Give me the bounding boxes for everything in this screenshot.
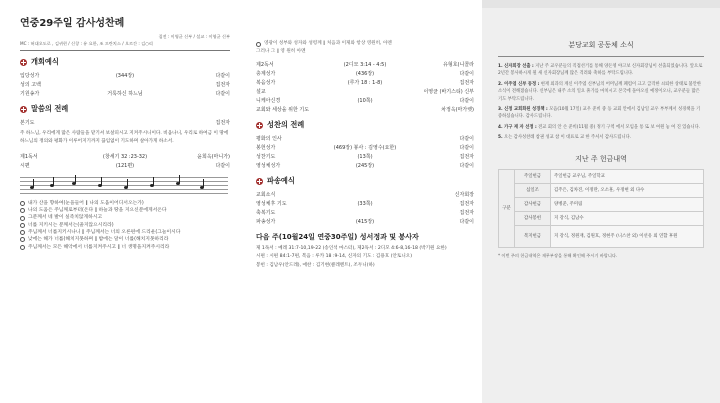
liturgy-row: 층계성가 (436장) 다같이: [256, 71, 474, 77]
liturgy-row: 설교 이영균 (바기스티) 신부: [256, 89, 474, 95]
notice-item: 4. 가구 재 자 선정 : 전교 회의 안 손 준비(11월 중) 정기 구역 에서 모임을 통 또 보 여원 놓 여 진 있습니다.: [498, 124, 701, 130]
liturgy-row: 성찬기도 (13쪽) 집전자: [256, 154, 474, 160]
group-cell: 구분: [499, 169, 515, 247]
list-item: 주님께서는 모든 해악에서 너를지켜주시고 ∥ 너 생명을지켜주시리라: [20, 244, 230, 251]
cross-icon: [256, 178, 263, 185]
circle-icon: [20, 245, 25, 250]
liturgy-row: 봉헌성가 (469장) 봉사 : 김영수(요한) 다같이: [256, 145, 474, 151]
next-week-lectionary: 제 1독서 : 예레 31:7-10,19-22 (송인석 마스터), 제2독서 : 2디모 4:6-8,16-18 (박기원 요한) 시편 : 시편 84:1-7편, 복음 : 루카 18 :9-14, 신자의 기도 : 김용호 (안토니오) 봉헌 : 김남우(안드레), 애찬 : 김기현(클레멘트), 조두니(하): [256, 246, 447, 268]
circle-icon: [20, 237, 25, 242]
liturgy-row: 파송성가 (415장) 다같이: [256, 219, 474, 225]
circle-icon: [20, 208, 25, 213]
top-bar: [482, 0, 720, 8]
circle-icon: [256, 42, 261, 47]
liturgy-row: 성의 고백 집전자: [20, 82, 230, 88]
circle-icon: [20, 201, 25, 206]
divider: [20, 50, 230, 51]
news-title: 분당교회 공동체 소식: [568, 41, 634, 49]
section-dismissal: [256, 176, 474, 186]
table-row: 감사헌금 양병준, 주미림: [499, 197, 704, 211]
ministers-line: MC : 허대오도로 , 김귀현 / 신창 : 유 요한, 조 프란치스 / 오르간 : 김○리: [20, 41, 153, 46]
offering-table: [498, 169, 704, 248]
middle-column: [242, 0, 482, 403]
psalm-lyrics: [20, 200, 230, 251]
cross-icon: [20, 106, 27, 113]
liturgy-row: 교회와 세상을 위한 기도 차정옥(마가렛): [256, 107, 474, 113]
liturgy-row: 기원송가 거룩하신 하느님 다같이: [20, 91, 230, 97]
divider: [498, 56, 704, 57]
liturgy-row: 니케아신경 (10쪽) 다같이: [256, 98, 474, 104]
liturgy-row: 제1독서 (창세기 32 :23-32) 윤희옥(마니가): [20, 153, 230, 160]
doxology-notes: [256, 40, 474, 56]
section-word: [20, 104, 230, 114]
section-heading: 파송예식: [267, 176, 295, 185]
table-row: 복지헌금 지 강식, 정원재, 김원호, 정현주 (니스찬 외) 이선유 외 연합 후원: [499, 225, 704, 247]
notice-item: 5. 오는 감사성찬례 참권 성교 참 이 대표로 교 한 주셔서 감사드립니다.: [498, 135, 632, 141]
list-item: 나의 도움은 주님께로부터(온다 ∥ 하늘과 땅을 지으신분에게서온다: [20, 207, 230, 214]
circle-icon: [20, 230, 25, 235]
list-item: 그러나 그 ∥ 영 원히 아멘: [256, 49, 306, 54]
circle-icon: [20, 216, 25, 221]
collect-prayer: 주 하느님, 우리에게 많은 사람들을 맡기셔 보살피시고 지켜주시니이다. 비옵나니, 우리로 하여금 이 땅에 하느님의 정의와 평화가 이루어지기까지 끊임없이 기도하며 살아가게 하소서.: [20, 131, 229, 145]
next-week-title: 다음 주(10월24일 연중30주일) 성서정과 및 봉사자: [256, 233, 419, 241]
table-row: 구분 주일헌금 주일헌금 교우님, 주일학교: [499, 169, 704, 183]
section-sacrament: [256, 120, 474, 130]
notice-item: 1. 신자회장 선출 : 지난 주 교우분들의 직접선거를 통해 양돈영 야고보 신자회장님이 선출되었습니다. 앞으로 2년간 봉사하시게 될 새 신자회장님께 많은 격려와 축하를 부탁드립니다.: [498, 64, 703, 77]
liturgy-row: 영성체성가 (245장) 다같이: [256, 163, 474, 169]
cross-icon: [20, 59, 27, 66]
right-column: [482, 0, 720, 403]
notice-item: 3. 신정 교회화된 성경책 : 모음(10월 17일) 교우 준비 중 동 교회 안에서 김남일 교우 부부께서 성경책을 기증하셨습니다. 감사드립니다.: [498, 107, 701, 120]
list-item: 그분께서 네 발이 실족치않게하시고: [20, 214, 230, 221]
circle-icon: [20, 223, 25, 228]
list-item: 너를 지키시는 분께서는(졸지않으시리라): [20, 222, 230, 229]
section-opening: [20, 57, 230, 67]
liturgy-row: 교회소식 신자회장: [256, 192, 474, 198]
offering-title: 지난 주 헌금내역: [575, 154, 627, 163]
cross-icon: [256, 122, 263, 129]
offering-note: * 이번 주의 헌금내역은 재무부장을 통해 확인해 주시기 바랍니다.: [498, 252, 618, 258]
liturgy-row: 영성체후 기도 (33쪽) 집전자: [256, 201, 474, 207]
section-heading: 개회예식: [31, 57, 59, 66]
liturgy-row: 입당성가 (344장) 다같이: [20, 73, 230, 79]
section-heading: 성찬의 전례: [267, 120, 305, 129]
list-item: 낮에는 해가 너를(해치지못하며 ∥ 밤에는 달이 너를(해치지못하리라: [20, 236, 230, 243]
list-item: 영광이 성부와 성자와 성령께 ∥ 처음과 이제와 항상 영원히, 아멘: [256, 40, 474, 48]
liturgy-row: 본기도 집전자: [20, 120, 230, 126]
left-column: [0, 0, 240, 403]
liturgy-row: 복음성가 (루가 18 : 1-8) 집전자: [256, 80, 474, 86]
section-heading: 말씀의 전례: [31, 104, 69, 113]
celebrant-line: 집전 : 이영균 신부 / 설교 : 이영균 신부: [158, 34, 230, 39]
liturgy-row: 평화의 인사 다같이: [256, 136, 474, 142]
list-item: 내가 산을 향하여(눈을들어 ∥ 나의 도움이어디서오는가): [20, 200, 230, 207]
liturgy-row: 제2독서 (2디모 3:14 - 4:5) 유형호(니콜라: [256, 62, 474, 68]
liturgy-row: 축복기도 집전자: [256, 210, 474, 216]
table-row: 감사봉헌 지 강식, 김남수: [499, 211, 704, 225]
notice-item: 2. 이주엽 신부 동정 : 현재 외과의 계신 이주엽 신부님의 어머님께 폐렴이 크고 급격한 쇠퇴한 상태로 불안한 소식이 전해졌습니다. 신부님은 내주 소의 일요 휴가를 마치시고 본국에 돌아오실 예정이오니, 교우분들 많은 기도 부탁드립니다.: [498, 81, 702, 102]
service-title: 연중29주일 감사성찬례: [20, 18, 125, 29]
liturgy-row: 시편 (121편) 다같이: [20, 162, 230, 169]
list-item: 주님께서 너를지키시나니 ∥ 주님께서는 너의 오른편에 드리운(그늘이시다: [20, 229, 230, 236]
music-staff: [20, 173, 230, 195]
table-row: 십일조 김주은, 김차진, 이정란, 오소훈, 우정현 외 다수: [499, 183, 704, 197]
